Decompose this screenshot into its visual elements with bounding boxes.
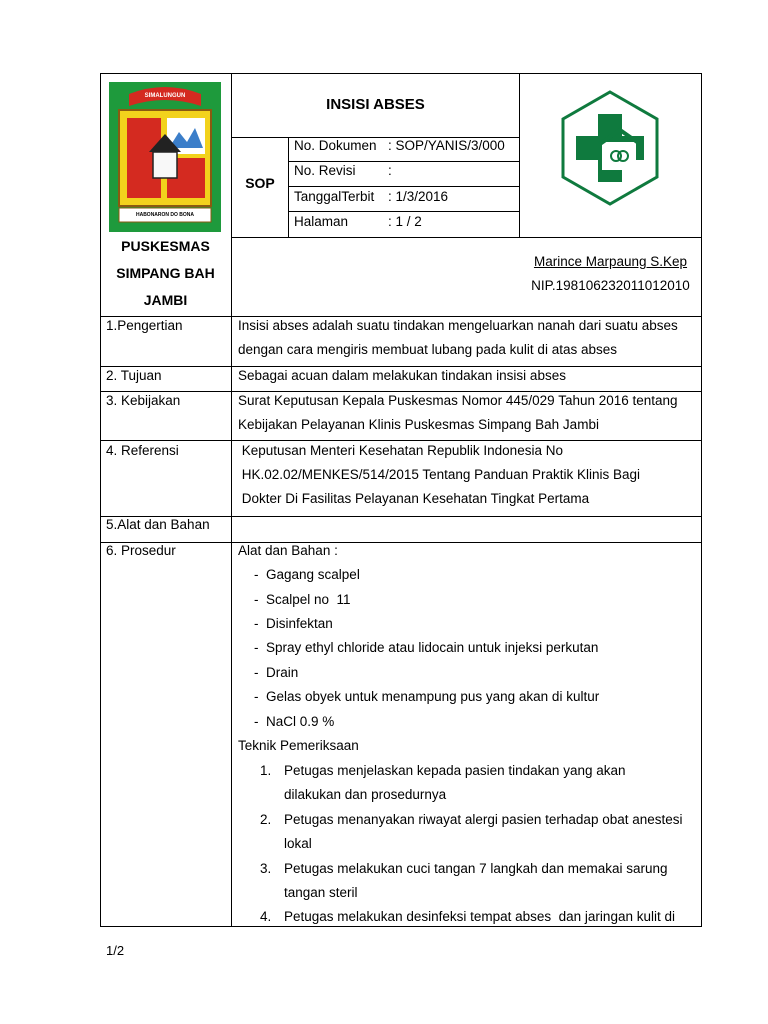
org-name-line-3: JAMBI — [143, 292, 188, 308]
simalungun-emblem — [109, 82, 221, 232]
step-text: lokal — [284, 836, 312, 851]
list-item: Disinfektan — [266, 616, 333, 631]
list-item: Spray ethyl chloride atau lidocain untuk injeksi perkutan — [266, 640, 599, 655]
list-item-dash: - — [254, 567, 259, 582]
signer-nip: NIP.198106232011012010 — [531, 278, 690, 293]
step-number: 4. — [260, 909, 272, 924]
row-label-policy: 3. Kebijakan — [106, 393, 181, 408]
step-text: Petugas melakukan cuci tangan 7 langkah dan memakai sarung — [284, 861, 668, 876]
technique-heading: Teknik Pemeriksaan — [238, 738, 359, 753]
row-text-purpose-1: Sebagai acuan dalam melakukan tindakan insisi abses — [238, 368, 566, 383]
field-label-revision: No. Revisi — [294, 163, 356, 178]
list-item-dash: - — [254, 714, 259, 729]
sop-label: SOP — [245, 175, 275, 191]
row-label-tools: 5.Alat dan Bahan — [106, 517, 210, 532]
step-number: 1. — [260, 763, 272, 778]
step-number: 3. — [260, 861, 272, 876]
row-text-definition-1: Insisi abses adalah suatu tindakan mengeluarkan nanah dari suatu abses — [238, 318, 678, 333]
row-text-reference-3: Dokter Di Fasilitas Pelayanan Kesehatan Tingkat Pertama — [238, 491, 590, 506]
emblem-top-text: SIMALUNGUN — [144, 93, 186, 99]
list-item: Gagang scalpel — [266, 567, 360, 582]
field-label-document-number: No. Dokumen — [294, 138, 377, 153]
list-item: Gelas obyek untuk menampung pus yang akan di kultur — [266, 689, 600, 704]
row-label-reference: 4. Referensi — [106, 443, 179, 458]
field-value-document-number: : SOP/YANIS/3/000 — [388, 138, 505, 153]
row-text-reference-1: Keputusan Menteri Kesehatan Republik Indonesia No — [238, 443, 563, 458]
list-item-dash: - — [254, 592, 259, 607]
row-label-definition: 1.Pengertian — [106, 318, 183, 333]
emblem-motto-text: HABONARON DO BONA — [135, 212, 195, 218]
row-label-procedure: 6. Prosedur — [106, 543, 176, 558]
list-item-dash: - — [254, 616, 259, 631]
field-value-publish-date: : 1/3/2016 — [388, 189, 449, 204]
signer-name: Marince Marpaung S.Kep — [533, 254, 688, 269]
page-number: 1/2 — [106, 943, 125, 958]
org-name-line-2: SIMPANG BAH — [116, 265, 215, 281]
step-text: Petugas menjelaskan kepada pasien tindakan yang akan — [284, 763, 626, 778]
list-item-dash: - — [254, 689, 259, 704]
field-value-page: : 1 / 2 — [388, 214, 422, 229]
row-text-reference-2: HK.02.02/MENKES/514/2015 Tentang Panduan Praktik Klinis Bagi — [238, 467, 641, 482]
row-text-policy-2: Kebijakan Pelayanan Klinis Puskesmas Simpang Bah Jambi — [238, 417, 599, 432]
step-text: dilakukan dan prosedurnya — [284, 787, 447, 802]
puskesmas-logo — [560, 90, 660, 206]
field-value-revision: : — [388, 163, 392, 178]
org-name-line-1: PUSKESMAS — [121, 238, 210, 254]
step-text: Petugas menanyakan riwayat alergi pasien terhadap obat anestesi — [284, 812, 683, 827]
row-text-policy-1: Surat Keputusan Kepala Puskesmas Nomor 445/029 Tahun 2016 tentang — [238, 393, 678, 408]
row-label-purpose: 2. Tujuan — [106, 368, 162, 383]
list-item: Scalpel no 11 — [266, 592, 351, 607]
step-text: tangan steril — [284, 885, 358, 900]
list-item: NaCl 0.9 % — [266, 714, 335, 729]
list-item-dash: - — [254, 665, 259, 680]
field-label-page: Halaman — [294, 214, 349, 229]
step-number: 2. — [260, 812, 272, 827]
row-text-definition-2: dengan cara mengiris membuat lubang pada kulit di atas abses — [238, 342, 617, 357]
tools-heading: Alat dan Bahan : — [238, 543, 338, 558]
document-title: INSISI ABSES — [326, 96, 425, 113]
step-text: Petugas melakukan desinfeksi tempat abses dan jaringan kulit di — [284, 909, 675, 924]
list-item: Drain — [266, 665, 299, 680]
list-item-dash: - — [254, 640, 259, 655]
field-label-publish-date: TanggalTerbit — [294, 189, 375, 204]
